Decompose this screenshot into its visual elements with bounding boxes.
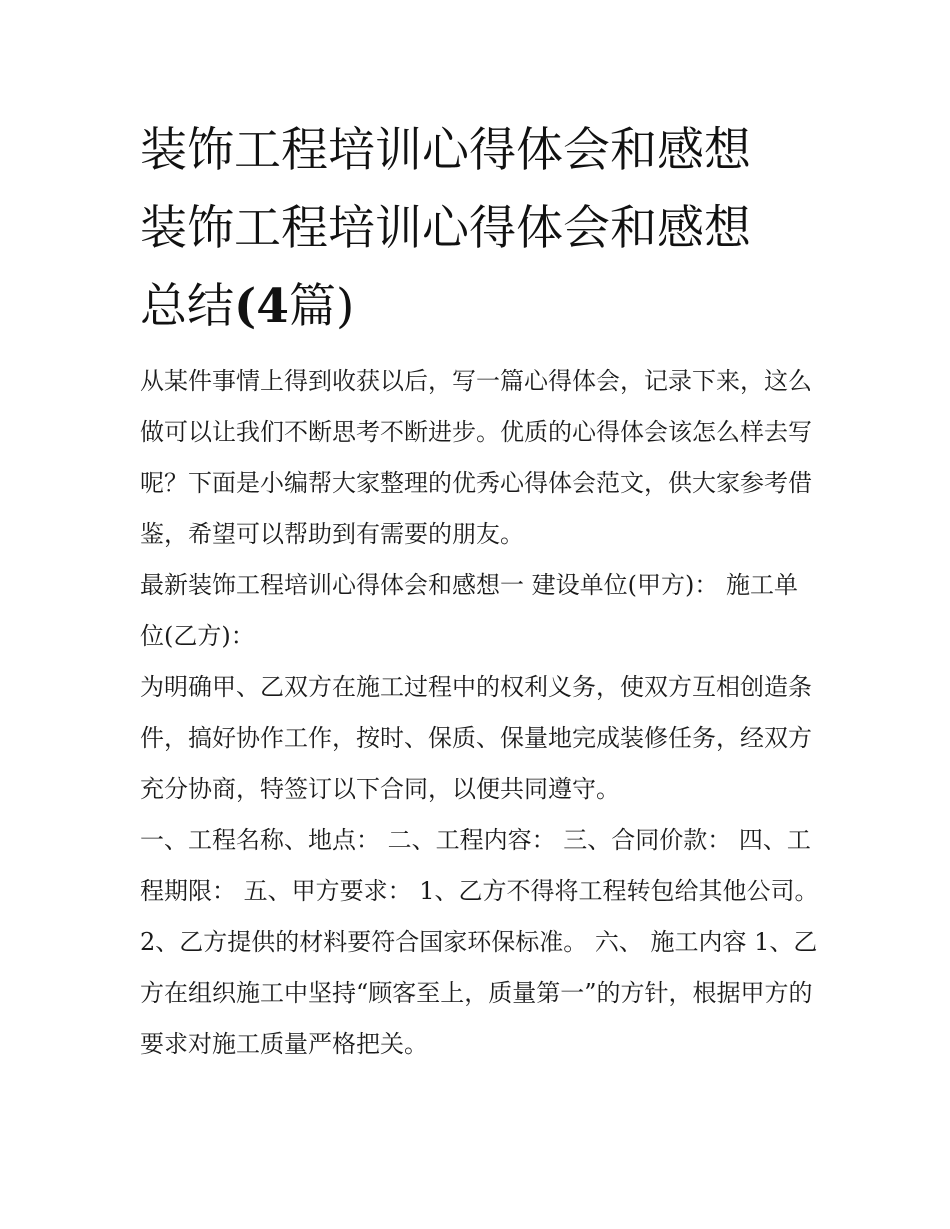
- title-line-3-suffix: 篇): [288, 279, 355, 334]
- paragraph-clauses: 一、工程名称、地点： 二、工程内容： 三、合同价款： 四、工程期限： 五、甲方要求： 1、乙方不得将工程转包给其他公司。: [140, 826, 819, 905]
- paragraph-intro: 从某件事情上得到收获以后，写一篇心得体会，记录下来，这么做可以让我们不断思考不断进步。优质的心得体会该怎么样去写呢？下面是小编帮大家整理的优秀心得体会范文，供大家参考借鉴，希望可以帮助到有需要的朋友。: [140, 367, 812, 548]
- paragraph-materials: 2、乙方提供的材料要符合国家环保标准。 六、 施工内容 1、乙方在组织施工中坚持“顾客至上，质量第一”的方针，根据甲方的要求对施工质量严格把关。: [140, 928, 818, 1058]
- title-line-2: 装饰工程培训心得体会和感想: [140, 201, 751, 256]
- paragraph-parties: 最新装饰工程培训心得体会和感想一 建设单位(甲方)： 施工单位(乙方)：: [140, 571, 798, 650]
- title-line-1: 装饰工程培训心得体会和感想: [140, 123, 751, 178]
- paragraph-purpose: 为明确甲、乙双方在施工过程中的权利义务，使双方互相创造条件，搞好协作工作，按时、保质、保量地完成装修任务，经双方充分协商，特签订以下合同，以便共同遵守。: [140, 673, 812, 803]
- title-line-3-prefix: 总结: [140, 279, 234, 334]
- document-title: [140, 112, 820, 346]
- document-body: [140, 112, 820, 1070]
- title-line-3-count: (4: [234, 279, 289, 334]
